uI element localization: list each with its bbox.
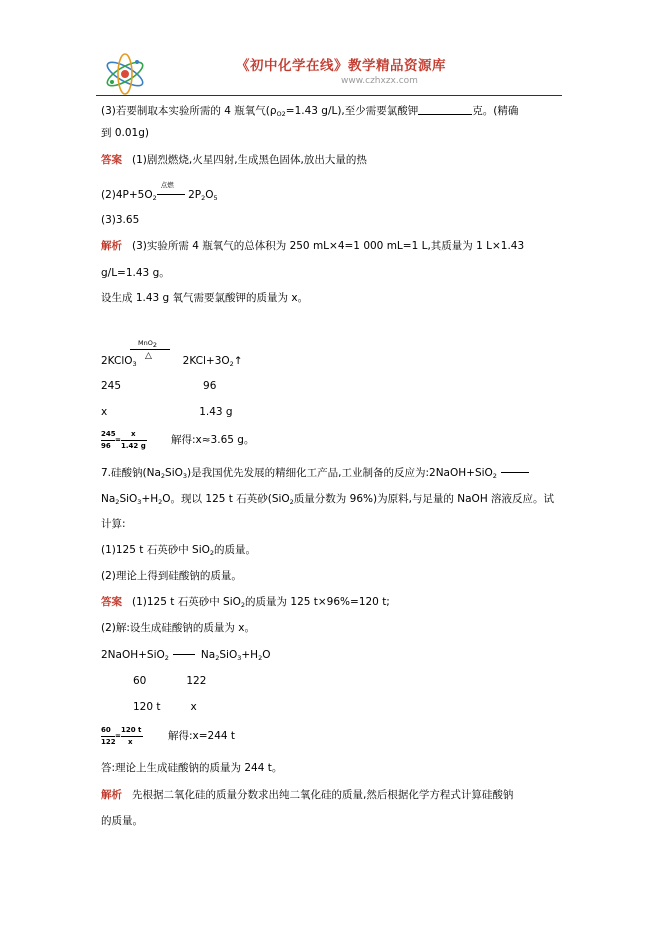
answer-label: 答案 [101, 154, 122, 166]
q7-answer-line1: 答案 (1)125 t 石英砂中 SiO$_2$的质量为 125 t×96%=120 t; [101, 596, 390, 609]
q7-stem-line3: 计算: [101, 518, 126, 530]
answer-label: 答案 [101, 596, 122, 608]
q7-variable-row: 120 t x [133, 701, 197, 713]
q7-question1: (1)125 t 石英砂中 SiO$_2$的质量。 [101, 544, 257, 557]
q7-stem-line1: 7.硅酸钠$(Na_2SiO_3)$是我国优先发展的精细化工产品,工业制备的反应为:2NaOH+SiO$_2$ [101, 467, 533, 480]
q6-answer-line1: 答案 (1)剧烈燃烧,火星四射,生成黑色固体,放出大量的热 [101, 154, 367, 166]
q6-analysis-line1: 解析 (3)实验所需 4 瓶氧气的总体积为 250 mL×4=1 000 mL=1 L,其质量为 1 L×1.43 [101, 240, 525, 252]
q6-analysis-line3: 设生成 1.43 g 氧气需要氯酸钾的质量为 x。 [101, 292, 309, 304]
q7-conclusion: 答:理论上生成硅酸钠的质量为 244 t。 [101, 762, 283, 774]
header-url: www.czhxzx.com [341, 76, 418, 86]
atom-logo-icon [102, 50, 148, 96]
q6-analysis-line2: g/L=1.43 g。 [101, 267, 170, 279]
q6-equation: 2KClO$_3$ $2KCl+3O_2↑$ [101, 355, 243, 368]
q7-answer-line2: (2)解:设生成硅酸钠的质量为 x。 [101, 622, 255, 634]
q6-part3-line1: (3)若要制取本实验所需的 4 瓶氧气($\rho_{O2}=1.43$ g/L),至少需要氯酸钾 克。(精确 [101, 105, 519, 118]
q7-mass-row: 60 122 [133, 675, 207, 687]
answer-blank [418, 104, 472, 115]
kclo3-reaction-condition: MnO$_2$ △ [130, 339, 170, 365]
q7-analysis-line1: 解析 先根据二氧化硅的质量分数求出纯二氧化硅的质量,然后根据化学方程式计算硅酸钠 [101, 789, 514, 801]
q6-variable-row: x 1.43 g [101, 406, 233, 418]
q7-equation: 2NaOH+SiO$_2$ $Na_2SiO_3+H_2O$ [101, 649, 271, 662]
reaction-condition: 点燃 [157, 186, 185, 198]
q7-analysis-line2: 的质量。 [101, 815, 143, 827]
q7-stem-line2: $Na_2SiO_3+H_2O$。现以 125 t 石英砂(SiO$_2$质量分数为 96%)为原料,与足量的 NaOH 溶液反应。试 [101, 493, 555, 506]
header-divider [96, 95, 562, 96]
q7-question2: (2)理论上得到硅酸钠的质量。 [101, 570, 242, 582]
q6-mass-row: 245 96 [101, 380, 217, 392]
q6-part3-line2: 到 0.01g) [101, 127, 149, 139]
header-banner [96, 46, 562, 95]
q6-answer-line3: (3)3.65 [101, 214, 140, 226]
q7-solution: 解得:x=244 t [168, 730, 236, 742]
q6-solution: 解得:x≈3.65 g。 [171, 434, 255, 446]
analysis-label: 解析 [101, 789, 122, 801]
analysis-label: 解析 [101, 240, 122, 252]
header-title: 《初中化学在线》教学精品资源库 [236, 58, 446, 74]
q6-answer-line2: $(2)4P+5O_2$ 点燃 $2P_2O_5$ [101, 181, 218, 202]
